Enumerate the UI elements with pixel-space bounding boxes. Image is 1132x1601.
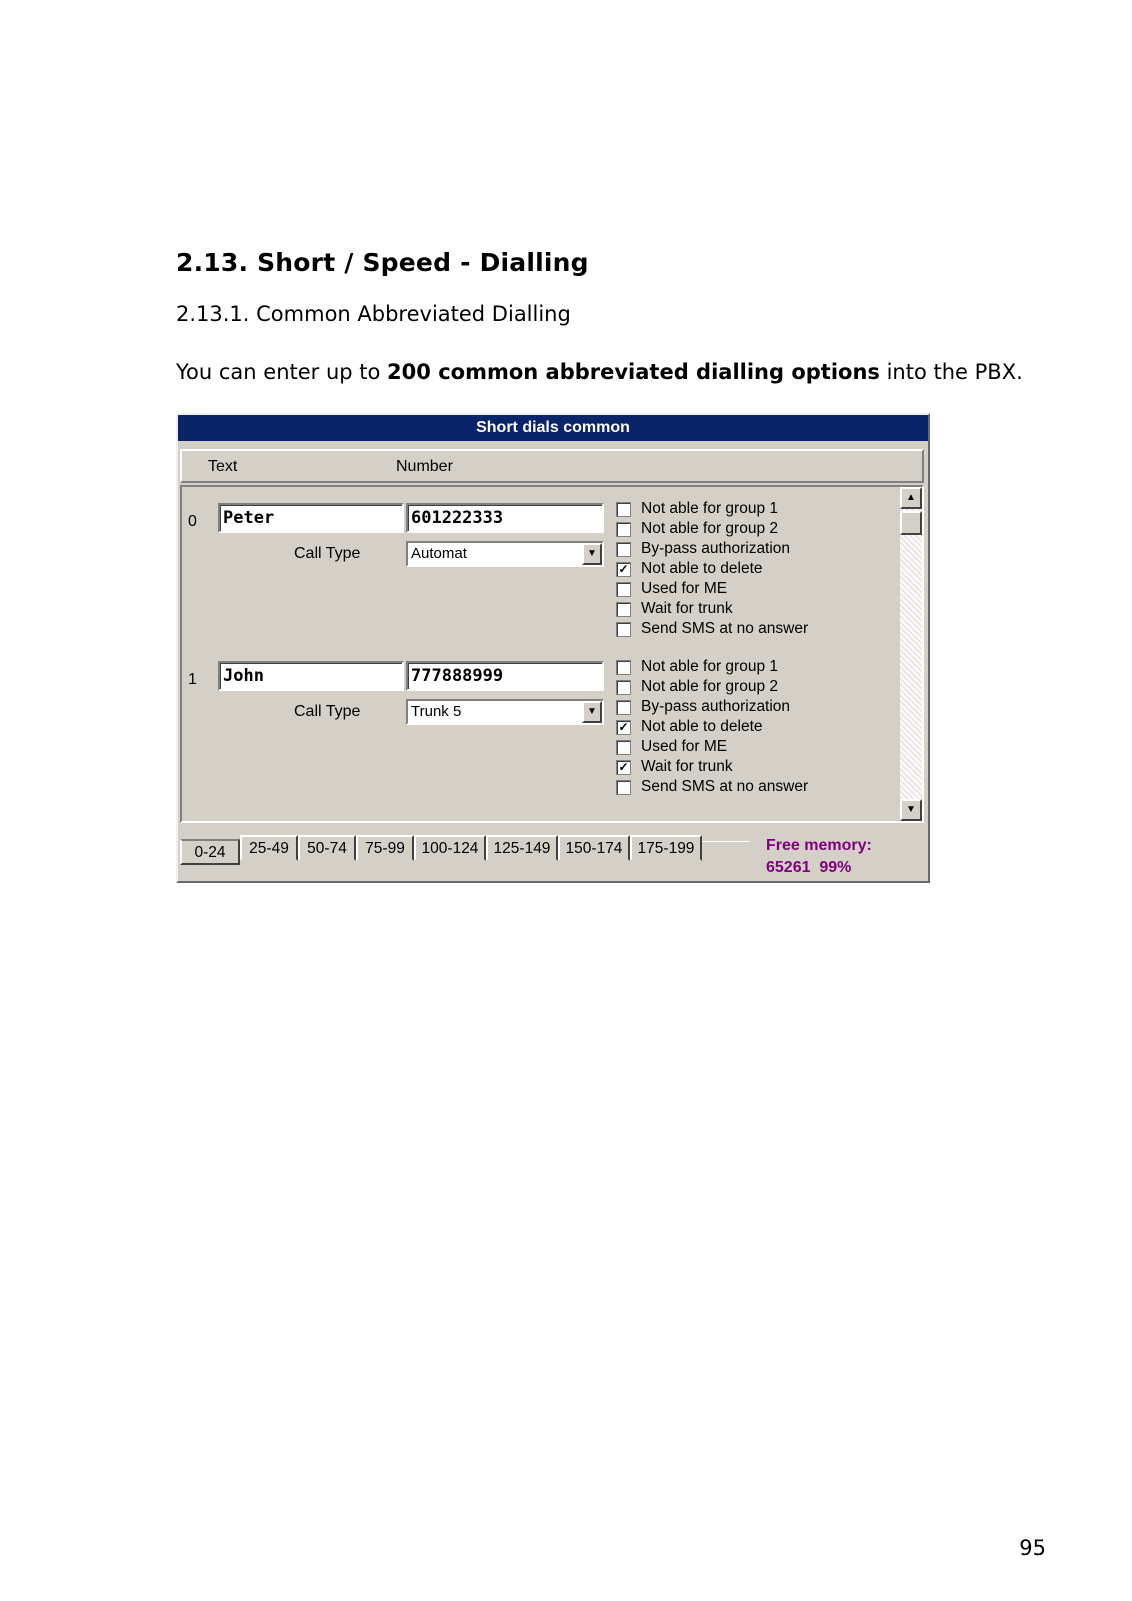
intro-paragraph xyxy=(176,360,1023,384)
option-label: Not able to delete xyxy=(641,560,763,577)
name-field[interactable]: John xyxy=(218,661,404,691)
option-label: Wait for trunk xyxy=(641,758,733,775)
number-field[interactable]: 601222333 xyxy=(406,503,604,533)
checkbox-checked[interactable]: ✓ xyxy=(616,720,631,735)
scroll-down-icon[interactable]: ▼ xyxy=(900,799,922,821)
vertical-scrollbar[interactable] xyxy=(900,487,922,821)
intro-text-after: into the PBX. xyxy=(879,360,1023,384)
checkbox[interactable] xyxy=(616,780,631,795)
tab-125-149[interactable]: 125-149 xyxy=(486,835,558,861)
checkbox[interactable] xyxy=(616,622,631,637)
option-label: Not able for group 1 xyxy=(641,658,779,675)
range-tabs xyxy=(178,829,928,879)
option-wait-for-trunk[interactable] xyxy=(616,757,733,777)
call-type-value: Automat xyxy=(411,545,467,562)
option-not-able-to-delete[interactable] xyxy=(616,559,763,579)
call-type-select[interactable] xyxy=(406,541,604,567)
option-not-able-group-2[interactable] xyxy=(616,677,778,697)
checkbox[interactable] xyxy=(616,680,631,695)
call-type-value: Trunk 5 xyxy=(411,703,462,720)
option-used-for-me[interactable] xyxy=(616,737,727,757)
entry-index: 0 xyxy=(188,513,197,530)
column-text-header: Text xyxy=(208,458,238,475)
intro-text-before: You can enter up to xyxy=(176,360,388,384)
checkbox[interactable] xyxy=(616,660,631,675)
option-label: Not able for group 2 xyxy=(641,520,779,537)
name-field[interactable]: Peter xyxy=(218,503,404,533)
option-not-able-group-2[interactable] xyxy=(616,519,778,539)
scrollbar-thumb[interactable] xyxy=(900,511,922,535)
window-title: Short dials common xyxy=(178,415,928,441)
checkbox[interactable] xyxy=(616,542,631,557)
option-wait-for-trunk[interactable] xyxy=(616,599,733,619)
entries-panel xyxy=(180,485,924,823)
option-send-sms[interactable] xyxy=(616,619,808,639)
option-bypass-authorization[interactable] xyxy=(616,539,790,559)
checkbox[interactable] xyxy=(616,502,631,517)
option-label: By-pass authorization xyxy=(641,540,791,557)
tab-25-49[interactable]: 25-49 xyxy=(240,835,298,861)
checkbox[interactable] xyxy=(616,700,631,715)
tab-75-99[interactable]: 75-99 xyxy=(356,835,414,861)
column-number-header: Number xyxy=(396,458,453,475)
entry-index: 1 xyxy=(188,671,197,688)
option-label: Send SMS at no answer xyxy=(641,778,809,795)
chevron-down-icon[interactable]: ▼ xyxy=(582,701,602,723)
tab-0-24[interactable]: 0-24 xyxy=(180,839,240,865)
call-type-label: Call Type xyxy=(294,703,361,720)
option-label: Not able to delete xyxy=(641,718,763,735)
option-label: Wait for trunk xyxy=(641,600,733,617)
scroll-up-icon[interactable]: ▲ xyxy=(900,487,922,509)
option-label: Used for ME xyxy=(641,580,728,597)
option-not-able-group-1[interactable] xyxy=(616,657,778,677)
option-label: Not able for group 2 xyxy=(641,678,779,695)
tab-175-199[interactable]: 175-199 xyxy=(630,835,702,861)
page-number: 95 xyxy=(1019,1536,1046,1560)
section-heading: 2.13. Short / Speed - Dialling xyxy=(176,248,589,277)
checkbox[interactable] xyxy=(616,522,631,537)
option-send-sms[interactable] xyxy=(616,777,808,797)
free-memory xyxy=(766,835,872,879)
option-label: Used for ME xyxy=(641,738,728,755)
call-type-label: Call Type xyxy=(294,545,361,562)
number-field[interactable]: 777888999 xyxy=(406,661,604,691)
tab-50-74[interactable]: 50-74 xyxy=(298,835,356,861)
checkbox-checked[interactable]: ✓ xyxy=(616,562,631,577)
option-label: By-pass authorization xyxy=(641,698,791,715)
option-bypass-authorization[interactable] xyxy=(616,697,790,717)
short-dials-window xyxy=(176,413,930,883)
checkbox[interactable] xyxy=(616,740,631,755)
checkbox[interactable] xyxy=(616,602,631,617)
checkbox[interactable] xyxy=(616,582,631,597)
checkbox-checked[interactable]: ✓ xyxy=(616,760,631,775)
option-not-able-group-1[interactable] xyxy=(616,499,778,519)
option-used-for-me[interactable] xyxy=(616,579,727,599)
intro-text-bold: 200 common abbreviated dialling options xyxy=(387,360,880,384)
tab-150-174[interactable]: 150-174 xyxy=(558,835,630,861)
option-not-able-to-delete[interactable] xyxy=(616,717,763,737)
tab-100-124[interactable]: 100-124 xyxy=(414,835,486,861)
option-label: Send SMS at no answer xyxy=(641,620,809,637)
column-header xyxy=(180,449,924,483)
subsection-heading: 2.13.1. Common Abbreviated Dialling xyxy=(176,302,571,326)
free-memory-value: 65261 99% xyxy=(766,859,852,876)
option-label: Not able for group 1 xyxy=(641,500,779,517)
free-memory-label: Free memory: xyxy=(766,837,872,854)
chevron-down-icon[interactable]: ▼ xyxy=(582,543,602,565)
call-type-select[interactable] xyxy=(406,699,604,725)
